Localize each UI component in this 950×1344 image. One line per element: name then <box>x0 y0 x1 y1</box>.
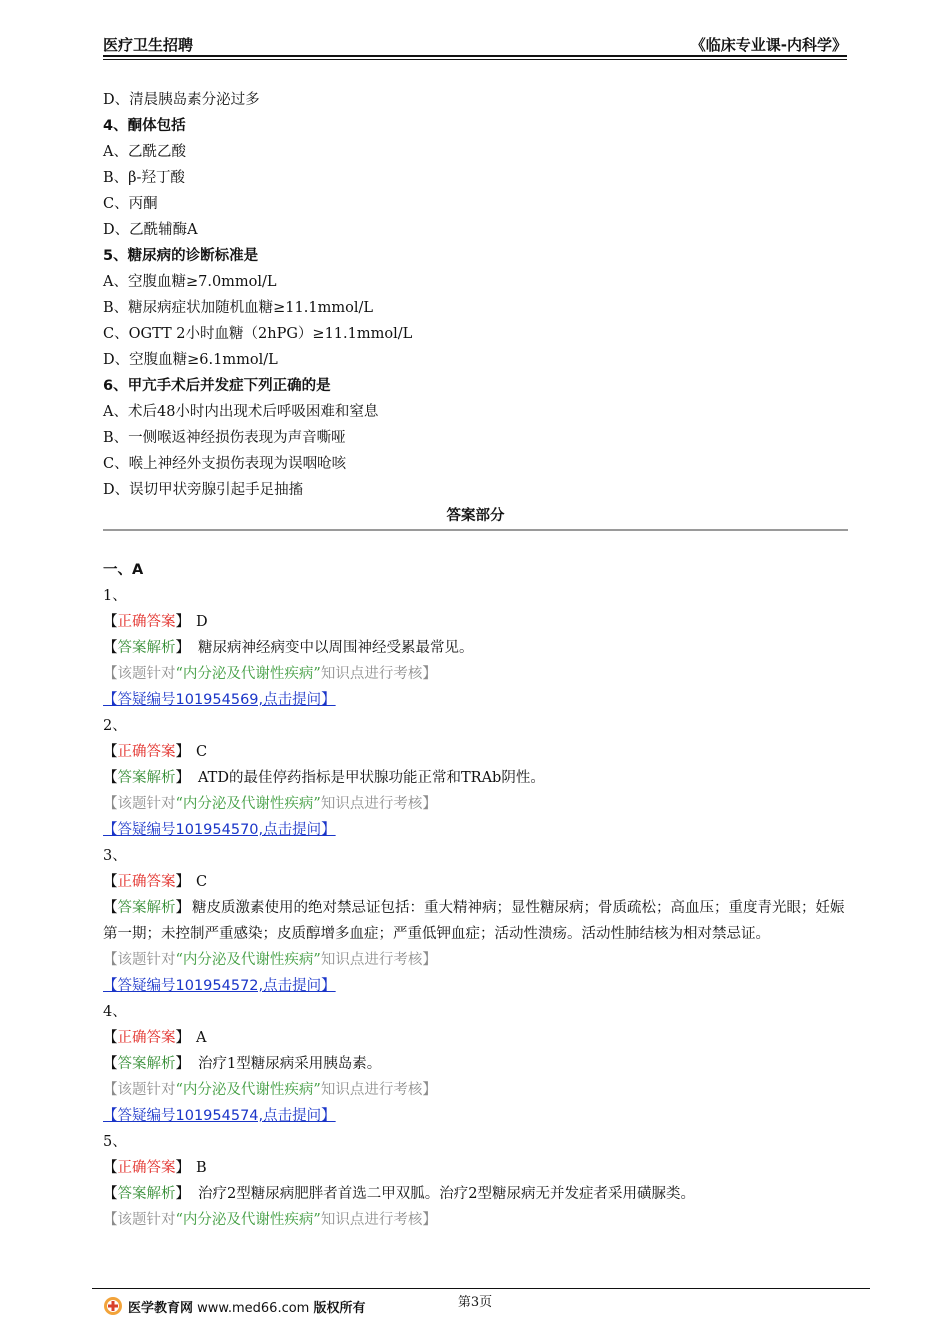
topic-note-prefix: 【该题针对 <box>103 1082 176 1098</box>
topic-name: “内分泌及代谢性疾病” <box>175 952 321 968</box>
bracket-open: 【 <box>103 900 118 916</box>
bracket-close: 】 <box>175 1186 190 1202</box>
analysis-label: 答案解析 <box>117 900 176 916</box>
analysis-text: 糖尿病神经病变中以周围神经受累最常见。 <box>198 640 474 656</box>
topic-note-prefix: 【该题针对 <box>103 952 176 968</box>
topic-note <box>103 1077 848 1103</box>
correct-answer-line <box>103 739 848 765</box>
page-number: 第3页 <box>457 1295 493 1310</box>
bracket-open: 【 <box>103 770 118 786</box>
topic-note-prefix: 【该题针对 <box>103 666 176 682</box>
answer-number: 2、 <box>103 718 127 734</box>
bracket-open: 【 <box>103 1160 118 1176</box>
analysis-line <box>103 1181 848 1207</box>
correct-answer-line <box>103 1025 848 1051</box>
bracket-close: 】 <box>175 1160 190 1176</box>
topic-name: “内分泌及代谢性疾病” <box>175 796 321 812</box>
analysis-text: 治疗1型糖尿病采用胰岛素。 <box>198 1056 382 1072</box>
analysis-line <box>103 1051 848 1077</box>
med66-logo-icon <box>103 1296 123 1316</box>
answer-option: A、空腹血糖≥7.0mmol/L <box>103 274 277 290</box>
question-stem: 6、甲亢手术后并发症下列正确的是 <box>103 378 331 394</box>
answer-option: D、清晨胰岛素分泌过多 <box>103 92 260 108</box>
topic-note <box>103 791 848 817</box>
analysis-label: 答案解析 <box>117 1056 176 1072</box>
analysis-line <box>103 635 848 661</box>
answer-option: D、误切甲状旁腺引起手足抽搐 <box>103 482 304 498</box>
answer-number: 4、 <box>103 1004 127 1020</box>
bracket-open: 【 <box>103 614 118 630</box>
ask-question-row <box>103 817 848 843</box>
correct-answer-label: 正确答案 <box>117 614 176 630</box>
question-stem: 5、糖尿病的诊断标准是 <box>103 248 259 264</box>
bracket-open: 【 <box>103 1030 118 1046</box>
header-title-right: 《临床专业课-内科学》 <box>690 36 847 54</box>
topic-note-suffix: 知识点进行考核】 <box>320 1082 437 1098</box>
correct-answer-line <box>103 1155 848 1181</box>
analysis-text: ATD的最佳停药指标是甲状腺功能正常和TRAb阴性。 <box>198 770 545 786</box>
analysis-label: 答案解析 <box>117 770 176 786</box>
analysis-line <box>103 765 848 791</box>
bracket-close: 】 <box>175 744 190 760</box>
correct-answer-value: C <box>196 874 208 890</box>
topic-name: “内分泌及代谢性疾病” <box>175 1212 321 1228</box>
answer-option: B、β-羟丁酸 <box>103 170 185 186</box>
answer-list <box>103 583 848 1233</box>
bracket-open: 【 <box>103 1186 118 1202</box>
answer-number: 1、 <box>103 588 127 604</box>
bracket-close: 】 <box>175 1030 190 1046</box>
footer-rule <box>92 1288 870 1289</box>
topic-note <box>103 1207 848 1233</box>
answer-option: D、乙酰辅酶A <box>103 222 198 238</box>
topic-name: “内分泌及代谢性疾病” <box>175 666 321 682</box>
question-list <box>103 87 848 503</box>
footer-site-name: 医学教育网 <box>128 1301 194 1316</box>
ask-question-link[interactable]: 【答疑编号101954569,点击提问】 <box>103 692 336 708</box>
footer-rights: 版权所有 <box>313 1301 366 1316</box>
answer-number: 3、 <box>103 848 127 864</box>
topic-note <box>103 947 848 973</box>
ask-question-link[interactable]: 【答疑编号101954574,点击提问】 <box>103 1108 336 1124</box>
correct-answer-label: 正确答案 <box>117 874 176 890</box>
topic-name: “内分泌及代谢性疾病” <box>175 1082 321 1098</box>
bracket-close: 】 <box>175 614 190 630</box>
topic-note-prefix: 【该题针对 <box>103 1212 176 1228</box>
topic-note-suffix: 知识点进行考核】 <box>320 796 437 812</box>
topic-note-suffix: 知识点进行考核】 <box>320 1212 437 1228</box>
footer-site-url: www.med66.com <box>197 1301 310 1316</box>
correct-answer-value: B <box>196 1160 207 1176</box>
bracket-close: 】 <box>175 1056 190 1072</box>
answer-option: D、空腹血糖≥6.1mmol/L <box>103 352 278 368</box>
page-header <box>103 30 847 58</box>
topic-note-suffix: 知识点进行考核】 <box>320 666 437 682</box>
topic-note-suffix: 知识点进行考核】 <box>320 952 437 968</box>
header-rule <box>103 55 847 57</box>
ask-question-row <box>103 973 848 999</box>
answer-option: B、糖尿病症状加随机血糖≥11.1mmol/L <box>103 300 373 316</box>
answer-option: C、丙酮 <box>103 196 158 212</box>
bracket-open: 【 <box>103 744 118 760</box>
header-rule-thin <box>103 59 847 60</box>
correct-answer-label: 正确答案 <box>117 744 176 760</box>
bracket-close: 】 <box>175 874 190 890</box>
correct-answer-label: 正确答案 <box>117 1160 176 1176</box>
correct-answer-label: 正确答案 <box>117 1030 176 1046</box>
analysis-line <box>103 895 848 947</box>
bracket-open: 【 <box>103 874 118 890</box>
ask-question-link[interactable]: 【答疑编号101954570,点击提问】 <box>103 822 336 838</box>
correct-answer-line <box>103 869 848 895</box>
analysis-text: 糖皮质激素使用的绝对禁忌证包括：重大精神病；显性糖尿病；骨质疏松；高血压；重度青光眼；妊娠第一期；未控制严重感染；皮质醇增多血症；严重低钾血症；活动性溃疡。活动性肺结核为相对禁忌证。 <box>103 900 845 942</box>
topic-note <box>103 661 848 687</box>
ask-question-link[interactable]: 【答疑编号101954572,点击提问】 <box>103 978 336 994</box>
topic-note-prefix: 【该题针对 <box>103 796 176 812</box>
bracket-open: 【 <box>103 640 118 656</box>
correct-answer-value: D <box>196 614 208 630</box>
bracket-close: 】 <box>175 900 190 916</box>
document-body <box>103 87 848 1233</box>
answer-group-heading: 一、A <box>103 562 144 578</box>
answer-option: C、OGTT 2小时血糖（2hPG）≥11.1mmol/L <box>103 326 413 342</box>
analysis-label: 答案解析 <box>117 640 176 656</box>
answer-option: A、术后48小时内出现术后呼吸困难和窒息 <box>103 404 379 420</box>
analysis-text: 治疗2型糖尿病肥胖者首选二甲双胍。治疗2型糖尿病无并发症者采用磺脲类。 <box>198 1186 695 1202</box>
bracket-open: 【 <box>103 1056 118 1072</box>
answer-option: C、喉上神经外支损伤表现为误咽呛咳 <box>103 456 347 472</box>
answer-number: 5、 <box>103 1134 127 1150</box>
answer-option: B、一侧喉返神经损伤表现为声音嘶哑 <box>103 430 346 446</box>
ask-question-row <box>103 687 848 713</box>
bracket-close: 】 <box>175 770 190 786</box>
correct-answer-value: C <box>196 744 208 760</box>
question-stem: 4、酮体包括 <box>103 118 186 134</box>
footer-copyright <box>128 1297 366 1316</box>
answer-option: A、乙酰乙酸 <box>103 144 186 160</box>
analysis-label: 答案解析 <box>117 1186 176 1202</box>
ask-question-row <box>103 1103 848 1129</box>
spacer <box>103 531 848 557</box>
correct-answer-value: A <box>196 1030 207 1046</box>
answer-section-title: 答案部分 <box>103 503 848 531</box>
header-title-left: 医疗卫生招聘 <box>103 36 194 54</box>
bracket-close: 】 <box>175 640 190 656</box>
correct-answer-line <box>103 609 848 635</box>
